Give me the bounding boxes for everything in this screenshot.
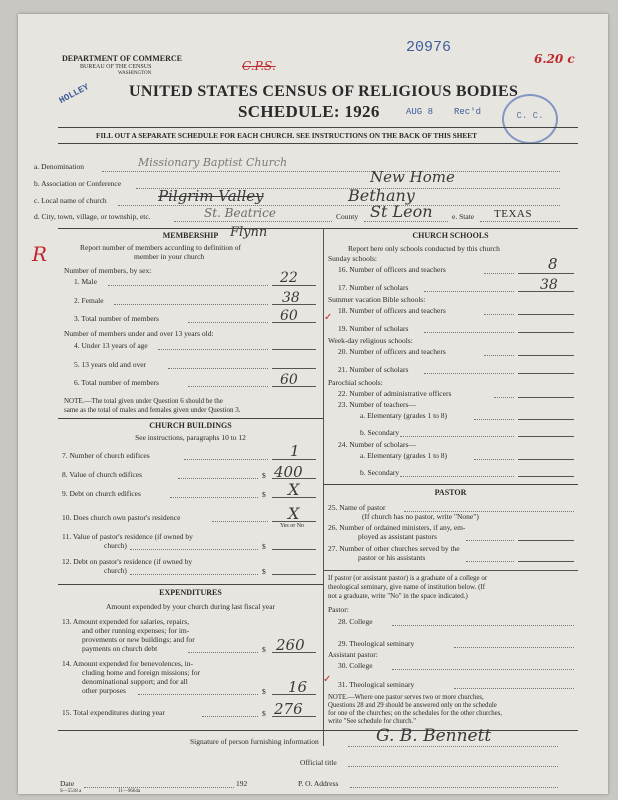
q10-leader [212,521,268,522]
q12-dollar: $ [262,567,266,576]
q9-value: X [288,480,300,499]
q16-leader [484,273,514,274]
q6-leader [188,386,268,387]
q22-label: 22. Number of administrative officers [338,389,452,398]
buildings-title: CHURCH BUILDINGS [149,421,232,430]
county-line [364,221,448,222]
q22-leader [494,397,514,398]
city-value: St. Beatrice [204,206,276,220]
grad-note-2: theological seminary, give name of institution below. (If [328,583,486,591]
q23a-label: a. Elementary (grades 1 to 8) [360,411,448,420]
city-label: d. City, town, village, or township, etc. [34,212,151,221]
state-value: TEXAS [494,208,532,220]
q25-note: (If church has no pastor, write "None") [362,512,479,521]
q29-line [454,647,574,648]
q21-line [518,373,574,374]
q12-leader [130,574,258,575]
membership-title: MEMBERSHIP [162,231,219,240]
grad-note-1: If pastor (or assistant pastor) is a graduate of a college or [328,574,488,582]
local-name-label: c. Local name of church [34,196,107,205]
q4-leader [158,349,268,350]
q20-label: 20. Number of officers and teachers [338,347,446,356]
q13-label-1: 13. Amount expended for salaries, repairs, [62,617,190,626]
parochial-heading: Parochial schools: [328,378,383,387]
dept-name: DEPARTMENT OF COMMERCE [62,54,183,63]
q12-label-1: 12. Debt on pastor's residence (if owned by [62,557,193,566]
received-stamp: Rec'd [454,107,482,117]
q23-label: 23. Number of teachers— [338,400,416,409]
age-heading: Number of members under and over 13 years old: [64,329,214,338]
rule-expenditures [58,584,323,585]
serial-number: 20976 [406,39,452,56]
q7-value: 1 [290,442,300,460]
q10-label: 10. Does church own pastor's residence [62,513,181,522]
q8-label: 8. Value of church edifices [62,470,143,479]
q31-label: 31. Theological seminary [338,680,415,689]
q15-value: 276 [274,700,303,718]
q24b-leader [400,476,514,477]
q6-label: 6. Total number of members [74,378,159,387]
form-number-1: S—5518 a [60,789,82,794]
assistant-heading: Assistant pastor: [328,650,378,659]
q23b-line [518,436,574,437]
q13-label-4: payments on church debt [82,644,158,653]
q1-value: 22 [280,270,298,286]
q1-leader [108,285,268,286]
q13-leader [188,652,258,653]
bureau-name: BUREAU OF THE CENSUS [80,64,152,70]
q12-line [272,574,316,575]
q16-value: 8 [548,255,558,273]
census-schedule-sheet [18,14,608,794]
q2-leader [114,304,268,305]
yes-no-hint: Yes or No [280,523,305,529]
q27-label-1: 27. Number of other churches served by the [328,544,460,553]
date-label: Date [60,779,75,788]
signature-label: Signature of person furnishing information [190,737,319,746]
membership-note-1: NOTE.—The total given under Question 6 should be the [64,397,223,405]
q11-leader [130,549,258,550]
official-title-label: Official title [300,758,337,767]
year-label: 192 [236,779,248,788]
q11-dollar: $ [262,542,266,551]
by-sex-heading: Number of members, by sex: [64,266,152,275]
q16-line [518,273,574,274]
q17-value: 38 [540,277,558,293]
q24a-line [518,459,574,460]
q8-value: 400 [274,463,303,481]
q3-value: 60 [280,308,298,324]
expenditures-intro: Amount expended by your church during last fiscal year [105,602,276,611]
bureau-city: WASHINGTON [118,71,152,76]
q2-label: 2. Female [74,296,104,305]
check-mark-18: ✓ [324,312,333,323]
q18-leader [484,314,514,315]
margin-mark: R [32,242,48,266]
q25-label: 25. Name of pastor [328,503,386,512]
rule-grad [323,570,578,571]
pastor-note-1: NOTE.—Where one pastor serves two or more churches, [328,694,484,701]
weekday-heading: Week-day religious schools: [328,336,413,345]
q6-value: 60 [280,372,298,388]
q24b-label: b. Secondary [360,468,400,477]
q8-leader [178,478,258,479]
q26-leader [466,540,514,541]
q23b-label: b. Secondary [360,428,400,437]
q4-line [272,349,316,350]
q1-label: 1. Male [74,277,97,286]
q11-label-2: church) [104,541,127,550]
official-title-line [348,766,558,767]
schedule-title: SCHEDULE: 1926 [238,102,380,121]
q24a-leader [474,459,514,460]
q24a-label: a. Elementary (grades 1 to 8) [360,451,448,460]
q15-label: 15. Total expenditures during year [62,708,165,717]
q15-dollar: $ [262,709,266,718]
q24b-line [518,476,574,477]
pastor-note-4: write "See schedule for church." [328,718,417,725]
buildings-intro: See instructions, paragraphs 10 to 12 [135,433,246,442]
membership-intro-1: Report number of members according to definition of [80,243,241,252]
q2-value: 38 [282,290,300,306]
q20-line [518,355,574,356]
q30-label: 30. College [338,661,373,670]
q11-line [272,549,316,550]
q7-label: 7. Number of church edifices [62,451,150,460]
rule-top [58,127,578,128]
q23a-leader [474,419,514,420]
pastor-note-2: Questions 28 and 29 should be answered only on the schedule [328,702,497,709]
signature: G. B. Bennett [376,726,492,746]
q26-label-1: 26. Number of ordained ministers, if any, em- [328,523,466,532]
q13-label-2: and other running expenses; for im- [82,626,190,635]
q3-leader [188,322,268,323]
column-divider [323,228,324,746]
q14-label-3: denominational support; and for all [82,677,188,686]
date-line [84,787,234,788]
q17-label: 17. Number of scholars [338,283,409,292]
expenditures-title: EXPENDITURES [159,588,222,597]
association-value: New Home [370,168,455,186]
sunday-heading: Sunday schools: [328,254,377,263]
membership-intro-2: member in your church [134,252,205,261]
q19-leader [424,332,514,333]
q18-line [518,314,574,315]
q5-line [272,368,316,369]
q23a-line [518,419,574,420]
q29-label: 29. Theological seminary [338,639,415,648]
q18-label: 18. Number of officers and teachers [338,306,446,315]
q26-line [518,540,574,541]
check-mark-31: ✓ [323,674,332,685]
schools-intro: Report here only schools conducted by this church [348,244,500,253]
q22-line [518,397,574,398]
q7-leader [184,459,268,460]
q12-label-2: church) [104,566,127,575]
state-line [480,221,560,222]
q14-label-2: cluding home and foreign missions; for [82,668,201,677]
q28-line [392,625,574,626]
q14-value: 16 [288,678,308,696]
q9-dollar: $ [262,490,266,499]
q14-leader [138,694,258,695]
membership-note-2: same as the total of males and females given under Question 3. [64,406,241,414]
q10-value: X [288,504,300,523]
q27-line [518,561,574,562]
q24-label: 24. Number of scholars— [338,440,416,449]
schools-title: CHURCH SCHOOLS [412,231,489,240]
q5-leader [168,368,268,369]
vbs-heading: Summer vacation Bible schools: [328,295,426,304]
seal-stamp: C. C. [502,94,558,144]
q30-line [392,669,574,670]
local-name-value: Bethany [348,186,415,205]
q13-label-3: provements or new buildings; and for [82,635,195,644]
rule-grid-top [58,228,578,229]
q27-label-2: pastor or his assistants [358,553,426,562]
denomination-line [102,171,560,172]
q13-value: 260 [276,636,305,654]
membership-hand-note: Flynn [230,225,268,240]
q8-dollar: $ [262,471,266,480]
city-line [174,221,332,222]
local-name-line [118,205,560,206]
pastor-title: PASTOR [434,488,467,497]
q16-label: 16. Number of officers and teachers [338,265,446,274]
q23b-leader [400,436,514,437]
q21-label: 21. Number of scholars [338,365,409,374]
q27-leader [466,561,514,562]
q14-dollar: $ [262,687,266,696]
q28-label: 28. College [338,617,373,626]
q19-line [518,332,574,333]
holley-stamp: HOLLEY [57,81,91,107]
state-label: e. State [452,212,475,221]
pastor-note-3: for one of the churches; on the schedules for the other churches, [328,710,503,717]
rule-pastor [323,484,578,485]
q14-label-4: other purposes [82,686,126,695]
q9-label: 9. Debt on church edifices [62,489,141,498]
po-address-line [350,787,558,788]
q9-leader [170,497,258,498]
denomination-value: Missionary Baptist Church [138,156,288,169]
q14-label-1: 14. Amount expended for benevolences, in- [62,659,194,668]
price-note: 6.20 c [534,52,575,66]
q3-label: 3. Total number of members [74,314,159,323]
q11-label-1: 11. Value of pastor's residence (if owned by [62,532,193,541]
q31-line [454,688,574,689]
local-name-struck: Pilgrim Valley [158,187,264,205]
struck-mark: C.P.S. [242,59,276,73]
county-value: St Leon [370,202,433,221]
association-label: b. Association or Conference [34,179,122,188]
q15-leader [202,716,258,717]
form-title: UNITED STATES CENSUS OF RELIGIOUS BODIES [129,83,519,100]
q20-leader [484,355,514,356]
q4-label: 4. Under 13 years of age [74,341,148,350]
po-address-label: P. O. Address [298,779,339,788]
q21-leader [424,373,514,374]
instruction-line: FILL OUT A SEPARATE SCHEDULE FOR EACH CHURCH. SEE INSTRUCTIONS ON THE BACK OF THIS SHEET [96,131,478,140]
received-date-stamp: AUG 8 [406,107,434,117]
rule-footer [58,730,578,731]
q19-label: 19. Number of scholars [338,324,409,333]
county-label: County [336,212,359,221]
rule-buildings [58,418,323,419]
q5-label: 5. 13 years old and over [74,360,147,369]
denomination-label: a. Denomination [34,162,84,171]
q26-label-2: ployed as assistant pastors [358,532,437,541]
form-number-2: 11—9664a [118,789,141,794]
rule-instruction [58,143,578,144]
grad-note-3: not a graduate, write "No" in the space indicated.) [328,592,468,600]
signature-line [348,746,558,747]
q13-dollar: $ [262,645,266,654]
q17-leader [424,291,514,292]
pastor-heading: Pastor: [328,605,349,614]
